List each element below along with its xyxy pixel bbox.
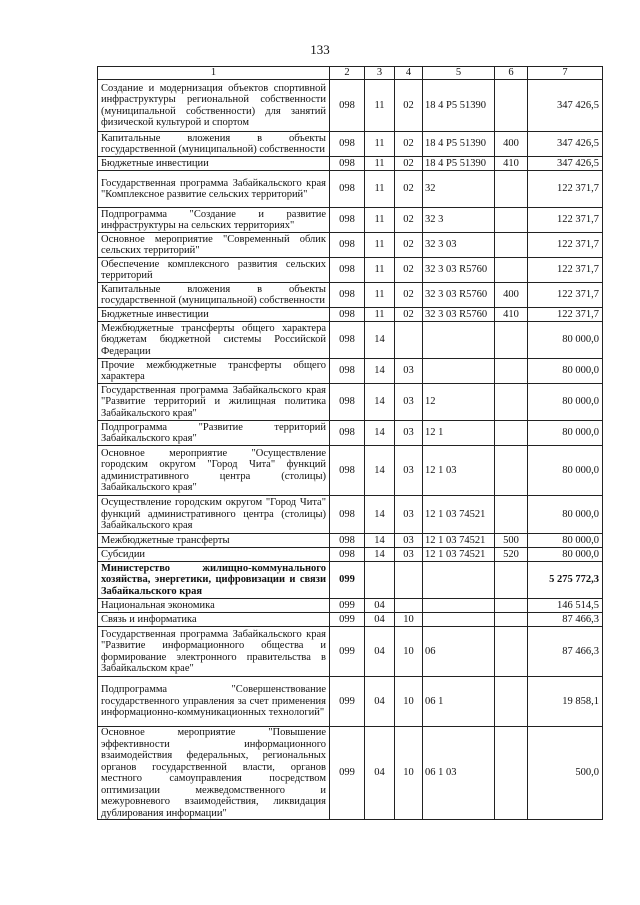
subsection-cell: 02 [395,233,423,258]
amount-cell: 80 000,0 [528,548,603,562]
amount-cell: 500,0 [528,727,603,820]
subsection-cell: 03 [395,421,423,446]
target-article-cell: 18 4 Р5 51390 [423,80,495,132]
section-cell: 14 [365,384,395,421]
expense-type-cell [495,599,528,613]
header-cell: 4 [395,67,423,80]
section-cell: 14 [365,534,395,548]
name-cell: Межбюджетные трансферты общего характера бюджетам бюджетной системы Российской Федерации [98,322,330,359]
subsection-cell: 03 [395,359,423,384]
amount-cell: 122 371,7 [528,283,603,308]
amount-cell: 122 371,7 [528,171,603,208]
table-row [98,446,603,496]
target-article-cell: 18 4 Р5 51390 [423,132,495,157]
target-article-cell: 32 3 03 R5760 [423,258,495,283]
name-cell: Государственная программа Забайкальского края "Развитие информационного общества и формирование электронного правительства в Забайкальском крае" [98,627,330,677]
name-cell: Национальная экономика [98,599,330,613]
expense-type-cell [495,727,528,820]
amount-cell: 122 371,7 [528,233,603,258]
header-cell: 2 [330,67,365,80]
code-cell: 099 [330,677,365,727]
amount-cell: 347 426,5 [528,157,603,171]
table-row [98,613,603,627]
target-article-cell: 12 1 [423,421,495,446]
expense-type-cell: 410 [495,308,528,322]
section-cell: 04 [365,727,395,820]
section-cell: 14 [365,359,395,384]
subsection-cell: 02 [395,157,423,171]
subsection-cell: 10 [395,627,423,677]
amount-cell: 80 000,0 [528,384,603,421]
code-cell: 098 [330,233,365,258]
table-row [98,157,603,171]
name-cell: Министерство жилищно-коммунального хозяйства, энергетики, цифровизации и связи Забайкальского края [98,562,330,599]
table-row [98,322,603,359]
target-article-cell: 12 1 03 74521 [423,496,495,534]
table-row [98,677,603,727]
amount-cell: 146 514,5 [528,599,603,613]
section-cell: 11 [365,171,395,208]
table-row [98,599,603,613]
name-cell: Подпрограмма "Развитие территорий Забайкальского края" [98,421,330,446]
section-cell: 14 [365,548,395,562]
section-cell: 11 [365,308,395,322]
header-row [98,67,603,80]
section-cell: 14 [365,446,395,496]
header-cell: 6 [495,67,528,80]
section-cell: 04 [365,627,395,677]
target-article-cell [423,322,495,359]
section-cell: 11 [365,233,395,258]
subsection-cell: 10 [395,613,423,627]
name-cell: Прочие межбюджетные трансферты общего характера [98,359,330,384]
subsection-cell: 03 [395,446,423,496]
code-cell: 098 [330,308,365,322]
section-cell: 04 [365,677,395,727]
target-article-cell: 32 [423,171,495,208]
expense-type-cell [495,421,528,446]
subsection-cell: 10 [395,677,423,727]
table-row [98,562,603,599]
table-row [98,283,603,308]
code-cell: 099 [330,613,365,627]
target-article-cell [423,562,495,599]
table-row [98,534,603,548]
code-cell: 098 [330,171,365,208]
expense-type-cell [495,677,528,727]
code-cell: 098 [330,283,365,308]
name-cell: Создание и модернизация объектов спортивной инфраструктуры региональной собственности (муниципальной собственности) для занятий физической культурой и спортом [98,80,330,132]
table-row [98,384,603,421]
target-article-cell: 12 1 03 74521 [423,534,495,548]
expense-type-cell [495,258,528,283]
code-cell: 098 [330,132,365,157]
expense-type-cell [495,627,528,677]
subsection-cell [395,322,423,359]
name-cell: Субсидии [98,548,330,562]
expense-type-cell: 400 [495,132,528,157]
code-cell: 098 [330,157,365,171]
code-cell: 099 [330,727,365,820]
amount-cell: 122 371,7 [528,308,603,322]
name-cell: Бюджетные инвестиции [98,157,330,171]
amount-cell: 87 466,3 [528,613,603,627]
subsection-cell [395,562,423,599]
table-row [98,548,603,562]
target-article-cell [423,599,495,613]
table-row [98,171,603,208]
target-article-cell: 32 3 03 [423,233,495,258]
section-cell: 14 [365,421,395,446]
amount-cell: 80 000,0 [528,496,603,534]
table-row [98,627,603,677]
amount-cell: 347 426,5 [528,132,603,157]
code-cell: 098 [330,384,365,421]
section-cell [365,562,395,599]
subsection-cell: 02 [395,132,423,157]
subsection-cell: 02 [395,171,423,208]
table-row [98,359,603,384]
expense-type-cell: 520 [495,548,528,562]
name-cell: Межбюджетные трансферты [98,534,330,548]
section-cell: 11 [365,132,395,157]
code-cell: 098 [330,322,365,359]
code-cell: 098 [330,446,365,496]
amount-cell: 347 426,5 [528,80,603,132]
amount-cell: 87 466,3 [528,627,603,677]
section-cell: 04 [365,599,395,613]
amount-cell: 80 000,0 [528,359,603,384]
code-cell: 099 [330,627,365,677]
section-cell: 11 [365,258,395,283]
code-cell: 098 [330,421,365,446]
name-cell: Государственная программа Забайкальского края "Развитие территорий и жилищная политика Забайкальского края" [98,384,330,421]
subsection-cell: 03 [395,384,423,421]
target-article-cell [423,359,495,384]
section-cell: 14 [365,496,395,534]
expense-type-cell [495,80,528,132]
name-cell: Основное мероприятие "Осуществление городским округом "Город Чита" функций административного центра (столицы) Забайкальского края" [98,446,330,496]
table-row [98,208,603,233]
page-number: 133 [310,42,330,57]
target-article-cell: 32 3 03 R5760 [423,283,495,308]
expense-type-cell: 500 [495,534,528,548]
expense-type-cell [495,171,528,208]
header-cell: 5 [423,67,495,80]
target-article-cell: 06 1 03 [423,727,495,820]
table-row [98,233,603,258]
table-row [98,308,603,322]
expense-type-cell [495,233,528,258]
subsection-cell [395,599,423,613]
name-cell: Подпрограмма "Создание и развитие инфраструктуры на сельских территориях" [98,208,330,233]
header-cell: 1 [98,67,330,80]
target-article-cell: 18 4 Р5 51390 [423,157,495,171]
name-cell: Основное мероприятие "Повышение эффективности информационного взаимодействия федеральных, региональных органов государственной власти, органов местного самоуправления посредством оптимизации межведомственного и межуровневого взаимодействия, ликвидация дублирования информации" [98,727,330,820]
code-cell: 099 [330,599,365,613]
subsection-cell: 03 [395,534,423,548]
name-cell: Капитальные вложения в объекты государственной (муниципальной) собственности [98,132,330,157]
table-row [98,496,603,534]
code-cell: 098 [330,208,365,233]
name-cell: Государственная программа Забайкальского края "Комплексное развитие сельских территорий" [98,171,330,208]
name-cell: Подпрограмма "Совершенствование государственного управления за счет применения информационно-коммуникационных технологий" [98,677,330,727]
subsection-cell: 10 [395,727,423,820]
section-cell: 11 [365,208,395,233]
amount-cell: 80 000,0 [528,421,603,446]
expense-type-cell [495,208,528,233]
subsection-cell: 03 [395,548,423,562]
amount-cell: 80 000,0 [528,534,603,548]
subsection-cell: 02 [395,308,423,322]
target-article-cell: 12 1 03 [423,446,495,496]
target-article-cell: 06 1 [423,677,495,727]
name-cell: Основное мероприятие "Современный облик сельских территорий" [98,233,330,258]
subsection-cell: 02 [395,208,423,233]
header-cell: 7 [528,67,603,80]
subsection-cell: 02 [395,283,423,308]
target-article-cell: 12 [423,384,495,421]
amount-cell: 122 371,7 [528,258,603,283]
subsection-cell: 02 [395,80,423,132]
code-cell: 098 [330,80,365,132]
code-cell: 098 [330,258,365,283]
section-cell: 11 [365,80,395,132]
target-article-cell: 32 3 03 R5760 [423,308,495,322]
expense-type-cell [495,384,528,421]
amount-cell: 80 000,0 [528,446,603,496]
section-cell: 11 [365,157,395,171]
target-article-cell: 32 3 [423,208,495,233]
subsection-cell: 03 [395,496,423,534]
amount-cell: 5 275 772,3 [528,562,603,599]
table-row [98,258,603,283]
expense-type-cell [495,613,528,627]
code-cell: 098 [330,548,365,562]
name-cell: Связь и информатика [98,613,330,627]
name-cell: Бюджетные инвестиции [98,308,330,322]
amount-cell: 122 371,7 [528,208,603,233]
amount-cell: 19 858,1 [528,677,603,727]
table-row [98,421,603,446]
header-cell: 3 [365,67,395,80]
amount-cell: 80 000,0 [528,322,603,359]
expense-type-cell [495,562,528,599]
expense-type-cell [495,359,528,384]
expense-type-cell [495,322,528,359]
table-row [98,80,603,132]
table-row [98,727,603,820]
code-cell: 098 [330,534,365,548]
subsection-cell: 02 [395,258,423,283]
expense-type-cell: 410 [495,157,528,171]
name-cell: Осуществление городским округом "Город Чита" функций административного центра (столицы) Забайкальского края [98,496,330,534]
target-article-cell: 12 1 03 74521 [423,548,495,562]
name-cell: Обеспечение комплексного развития сельских территорий [98,258,330,283]
expense-type-cell: 400 [495,283,528,308]
table-row [98,132,603,157]
expense-type-cell [495,496,528,534]
code-cell: 099 [330,562,365,599]
section-cell: 04 [365,613,395,627]
target-article-cell [423,613,495,627]
code-cell: 098 [330,496,365,534]
target-article-cell: 06 [423,627,495,677]
name-cell: Капитальные вложения в объекты государственной (муниципальной) собственности [98,283,330,308]
budget-table [97,66,603,820]
expense-type-cell [495,446,528,496]
section-cell: 14 [365,322,395,359]
section-cell: 11 [365,283,395,308]
code-cell: 098 [330,359,365,384]
